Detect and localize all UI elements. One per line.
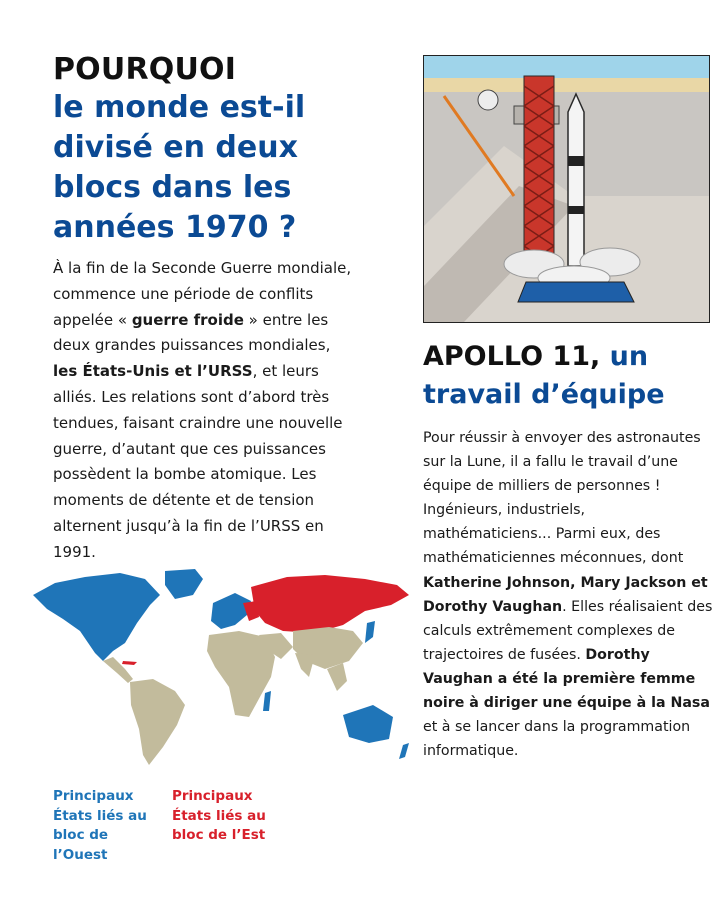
map-madagascar: [263, 691, 271, 711]
map-western-europe: [211, 593, 251, 629]
map-cuba: [122, 661, 137, 665]
map-india: [295, 653, 315, 677]
left-body-part-1: À la fin de la Seconde Guerre mondiale, commence une période de conflits appelée «: [53, 259, 352, 329]
legend-west-bloc: Principaux États liés au bloc de l’Ouest: [53, 788, 147, 863]
map-japan: [365, 621, 375, 643]
right-title-black: APOLLO 11,: [423, 341, 610, 372]
right-body-bold-mathematicians: Katherine Johnson, Mary Jackson et Dorothy Vaughan: [423, 574, 708, 615]
right-body-text: [423, 426, 713, 763]
map-central-america: [103, 657, 133, 683]
apollo-launch-illustration: [423, 55, 710, 323]
apollo-rocket-drawing: [424, 56, 709, 322]
left-title-question: le monde est-il divisé en deux blocs dans les années 1970 ?: [53, 90, 306, 245]
left-body-bold-superpowers: les États-Unis et l’URSS: [53, 362, 253, 381]
left-body-bold-cold-war: guerre froide: [131, 310, 244, 329]
legend-east-bloc: Principaux États liés au bloc de l’Est: [172, 788, 266, 843]
left-body-part-2: » entre les deux grandes puissances mondiales,: [53, 310, 331, 355]
map-greenland: [165, 569, 203, 599]
right-body-part-3: et à se lancer dans la programmation informatique.: [423, 719, 691, 760]
map-ussr: [251, 575, 409, 633]
right-body-part-2: . Elles réalisaient des calculs extrêmement complexes de trajectoires de fusées.: [423, 598, 713, 663]
left-body-text: [53, 256, 353, 566]
left-title-question-word: POURQUOI: [53, 52, 237, 87]
map-north-america: [33, 573, 160, 661]
left-body-part-3: , et leurs alliés. Les relations sont d’abord très tendues, faisant craindre une nouvelle guerre, d’autant que ces puissances possèdent la bombe atomique. Les moments de détente et de tension alternent jusqu’à la fin de l’URSS en 1991.: [53, 362, 343, 561]
right-title: [423, 338, 713, 414]
map-new-zealand: [399, 743, 409, 759]
map-australia: [343, 705, 393, 743]
right-body-part-1: Pour réussir à envoyer des astronautes sur la Lune, il a fallu le travail d’une équipe de milliers de personnes ! Ingénieurs, industriels, mathématiciens... Parmi eux, des mathématiciennes méconnues, dont: [423, 430, 701, 567]
cold-war-world-map: [25, 565, 415, 770]
right-body-bold-vaughan: Dorothy Vaughan a été la première femme noire à diriger une équipe à la Nasa: [423, 646, 710, 712]
map-south-america: [130, 679, 185, 765]
right-title-blue: un travail d’équipe: [423, 341, 665, 410]
